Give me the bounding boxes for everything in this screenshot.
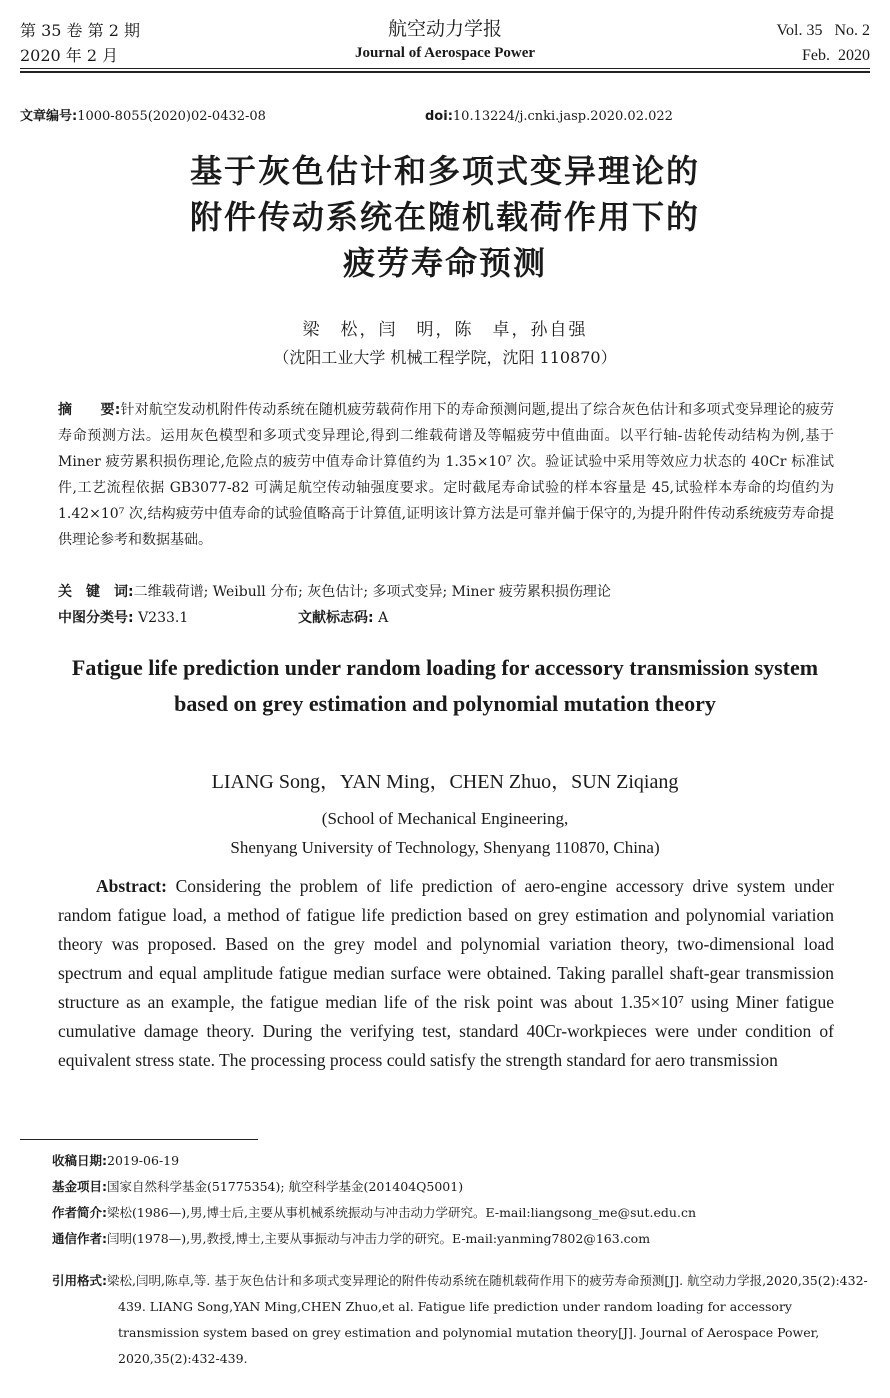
keywords-label: 关 键 词:	[58, 584, 134, 600]
issue-info-en	[777, 18, 871, 68]
affiliation-en-line-1: (School of Mechanical Engineering,	[321, 809, 569, 828]
citation-label: 引用格式:	[52, 1273, 107, 1288]
title-cn-line-2: 附件传动系统在随机载荷作用下的	[189, 198, 700, 236]
footnote-received	[52, 1152, 872, 1170]
received-label: 收稿日期:	[52, 1153, 107, 1168]
affiliation-cn: （沈阳工业大学 机械工程学院，沈阳 110870）	[273, 348, 617, 367]
footnote-rule	[20, 1139, 258, 1140]
document-code-value: A	[378, 610, 389, 626]
title-cn-line-3: 疲劳寿命预测	[342, 244, 547, 282]
received-date: 2019-06-19	[107, 1153, 180, 1168]
authors-cn: 梁 松，闫 明，陈 卓，孙自强	[302, 320, 588, 340]
issue-date: 2020 年 2 月	[20, 46, 119, 65]
abstract-en-text: Considering the problem of life prediction of aero-engine accessory drive system under random fatigue load, a method of fatigue life prediction based on grey estimation and polynomial variation theory was proposed. Based on the grey model and polynomial variation theory, two-dimensional load spectrum and equal amplitude fatigue median surface were obtained. Taking parallel shaft-gear transmission structure as an example, the fatigue median life of the risk point was about 1.35×10⁷ using Miner fatigue cumulative damage theory. During the verifying test, standard 40Cr-workpieces were under condition of equivalent stress state. The processing process could satisfy the strength standard for aero transmission	[58, 876, 834, 1070]
issue-volume-en: Vol. 35 No. 2	[776, 22, 870, 39]
journal-title	[0, 16, 890, 64]
clc-label: 中图分类号:	[58, 610, 134, 626]
paper-title-cn	[0, 148, 890, 286]
abstract-en-label: Abstract:	[96, 876, 167, 896]
abstract-en	[58, 872, 834, 1075]
abstract-cn-text: 针对航空发动机附件传动系统在随机疲劳载荷作用下的寿命预测问题,提出了综合灰色估计和多项式变异理论的疲劳寿命预测方法。运用灰色模型和多项式变异理论,得到二维载荷谱及等幅疲劳中值曲面。以平行轴-齿轮传动结构为例,基于 Miner 疲劳累积损伤理论,危险点的疲劳中值寿命计算值约为 1.35×10⁷ 次。验证试验中采用等效应力状态的 40Cr 标准试件,工艺流程依据 GB3077-82 可满足航空传动轴强度要求。定时截尾寿命试验的样本容量是 45,试验样本寿命的均值约为 1.42×10⁷ 次,结构疲劳中值寿命的试验值略高于计算值,证明该计算方法是可靠并偏于保守的,为提升附件传动系统疲劳寿命提供理论参考和数据基础。	[58, 402, 834, 548]
abstract-cn	[58, 397, 834, 553]
fund-label: 基金项目:	[52, 1179, 107, 1194]
affiliation-en-line-2: Shenyang University of Technology, Shenyang 110870, China)	[230, 838, 660, 857]
document-code	[298, 606, 388, 630]
corresponding-text: 闫明(1978—),男,教授,博士,主要从事振动与冲击力学的研究。E-mail:yanming7802@163.com	[107, 1231, 651, 1246]
keywords-text: 二维载荷谱; Weibull 分布; 灰色估计; 多项式变异; Miner 疲劳累积损伤理论	[133, 584, 611, 600]
footnote-corresponding	[52, 1230, 872, 1248]
journal-title-cn: 航空动力学报	[387, 18, 502, 40]
header-rule-thick	[20, 71, 870, 73]
clc-value: V233.1	[138, 610, 189, 626]
doi-value[interactable]: 10.13224/j.cnki.jasp.2020.02.022	[452, 109, 673, 124]
journal-title-en: Journal of Aerospace Power	[354, 45, 536, 61]
keywords-cn	[58, 580, 858, 604]
issue-volume: 第 35 卷 第 2 期	[20, 21, 140, 40]
affiliation-en	[0, 804, 890, 862]
citation-format	[52, 1268, 872, 1372]
document-code-label: 文献标志码:	[298, 610, 374, 626]
corresponding-label: 通信作者:	[52, 1231, 107, 1246]
article-number	[20, 108, 266, 126]
doi	[425, 108, 673, 126]
paper-title-en: Fatigue life prediction under random loading for accessory transmission system based on grey estimation and polynomial mutation theory	[71, 655, 819, 716]
abstract-cn-label: 摘 要:	[58, 402, 121, 418]
footnote-fund	[52, 1178, 872, 1196]
issue-date-en: Feb. 2020	[802, 47, 870, 64]
author-bio-text: 梁松(1986—),男,博士后,主要从事机械系统振动与冲击动力学研究。E-mail:liangsong_me@sut.edu.cn	[107, 1205, 697, 1220]
doi-label: doi:	[425, 109, 453, 124]
clc-number	[58, 606, 188, 630]
article-number-value: 1000-8055(2020)02-0432-08	[77, 109, 266, 124]
fund-text: 国家自然科学基金(51775354); 航空科学基金(201404Q5001)	[107, 1179, 464, 1194]
header-rule-thin	[20, 68, 870, 69]
footnote-author	[52, 1204, 872, 1222]
title-cn-line-1: 基于灰色估计和多项式变异理论的	[189, 152, 700, 190]
citation-text: 梁松,闫明,陈卓,等. 基于灰色估计和多项式变异理论的附件传动系统在随机载荷作用下的疲劳寿命预测[J]. 航空动力学报,2020,35(2):432-439. LIANG Song,YAN Ming,CHEN Zhuo,et al. Fatigue life prediction under random loading for accessory transmission system based on grey estimation and polynomial mutation theory[J]. Journal of Aerospace Power, 2020,35(2):432-439.	[107, 1273, 868, 1366]
author-bio-label: 作者简介:	[52, 1205, 107, 1220]
authors-en: LIANG Song，YAN Ming，CHEN Zhuo，SUN Ziqiang	[211, 771, 679, 793]
article-number-label: 文章编号:	[20, 109, 78, 124]
